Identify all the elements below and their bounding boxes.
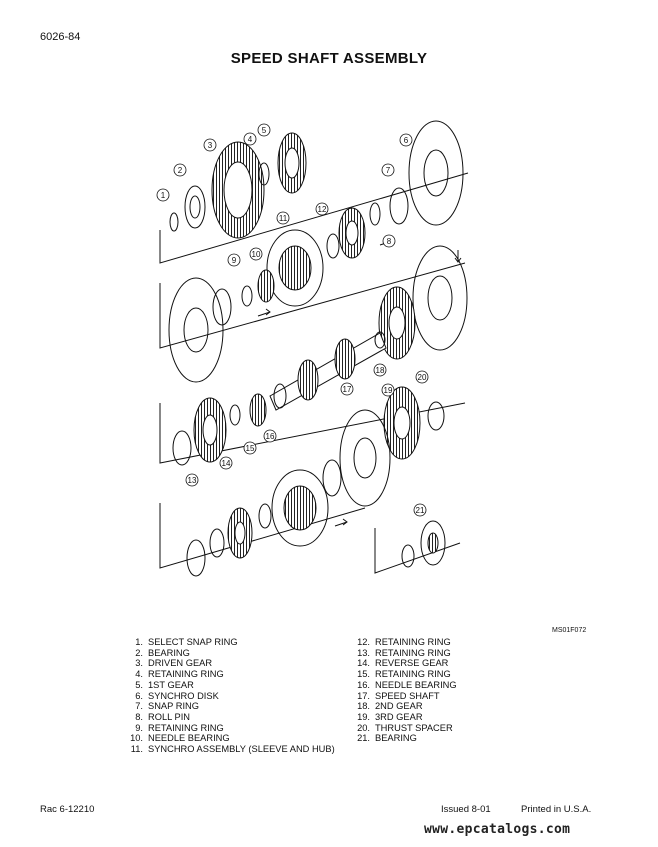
watermark: www.epcatalogs.com xyxy=(424,822,571,837)
callout-10: 10 xyxy=(251,250,261,259)
retaining-ring-15 xyxy=(230,405,240,425)
callout-14: 14 xyxy=(221,459,231,468)
callout-15: 15 xyxy=(245,444,255,453)
print-location: Printed in U.S.A. xyxy=(521,804,592,815)
issue-date: Issued 8-01 xyxy=(441,804,491,815)
bearing-2 xyxy=(185,186,205,228)
callout-3: 3 xyxy=(207,141,213,150)
legend-item: 7. SNAP RING xyxy=(135,701,199,712)
callout-1: 1 xyxy=(160,191,166,200)
callout-21: 21 xyxy=(415,506,425,515)
legend-item: 5. 1ST GEAR xyxy=(135,679,194,690)
figure-code: MS01F072 xyxy=(552,627,587,634)
roll-pin-8-c xyxy=(335,519,347,526)
callout-13: 13 xyxy=(187,476,197,485)
snap-ring-7-bottom xyxy=(187,540,205,576)
callout-5: 5 xyxy=(261,126,267,135)
callout-20: 20 xyxy=(417,373,427,382)
retaining-ring-4-bottom xyxy=(402,545,414,567)
callout-9: 9 xyxy=(231,256,237,265)
legend-item: 21. BEARING xyxy=(357,733,417,744)
callout-4: 4 xyxy=(247,135,253,144)
page-number: 6026-84 xyxy=(40,31,81,43)
retaining-ring-12-top xyxy=(370,203,380,225)
retaining-ring-13 xyxy=(173,431,191,465)
page-title: SPEED SHAFT ASSEMBLY xyxy=(230,50,428,67)
legend-item: 13. RETAINING RING xyxy=(357,647,451,658)
frame-mid xyxy=(160,263,465,348)
document-reference: Rac 6-12210 xyxy=(40,804,95,815)
legend-item: 8. ROLL PIN xyxy=(135,711,191,722)
legend-item: 11. SYNCHRO ASSEMBLY (SLEEVE AND HUB) xyxy=(130,744,335,755)
callout-7: 7 xyxy=(385,166,391,175)
legend-item: 17. SPEED SHAFT xyxy=(357,690,440,701)
legend-item: 4. RETAINING RING xyxy=(135,669,224,680)
legend-item: 6. SYNCHRO DISK xyxy=(135,690,219,701)
callout-16: 16 xyxy=(265,432,275,441)
parts-legend-left xyxy=(130,637,335,755)
legend-item: 10. NEEDLE BEARING xyxy=(130,733,230,744)
frame-lower-right xyxy=(375,528,460,573)
legend-item: 15. RETAINING RING xyxy=(357,669,451,680)
legend-item: 3. DRIVEN GEAR xyxy=(135,658,213,669)
legend-item: 14. REVERSE GEAR xyxy=(357,658,449,669)
synchro-disk-6-lower xyxy=(340,410,390,506)
legend-item: 12. RETAINING RING xyxy=(357,637,451,647)
thrust-spacer-20 xyxy=(428,402,444,430)
retaining-ring-12c xyxy=(210,529,224,557)
legend-item: 20. THRUST SPACER xyxy=(357,722,453,733)
synchro-disk-6-mid xyxy=(169,278,223,382)
snap-ring-7-lower xyxy=(323,460,341,496)
snap-ring-1 xyxy=(170,213,178,231)
legend-item: 9. RETAINING RING xyxy=(135,722,224,733)
retaining-ring-9 xyxy=(242,286,252,306)
parts-legend-right xyxy=(357,637,457,744)
callout-18: 18 xyxy=(375,366,385,375)
speed-shaft-17 xyxy=(270,333,386,410)
frame-lower-left xyxy=(160,503,365,568)
synchro-disk-6-top xyxy=(409,121,463,225)
legend-item: 2. BEARING xyxy=(135,647,190,658)
legend-item: 19. 3RD GEAR xyxy=(357,711,423,722)
needle-bearing-16 xyxy=(250,394,266,426)
legend-item: 1. SELECT SNAP RING xyxy=(135,637,238,647)
callout-8: 8 xyxy=(386,237,392,246)
exploded-assembly-diagram xyxy=(140,118,530,588)
needle-bearing-10 xyxy=(258,270,274,302)
retaining-ring-12b xyxy=(327,234,339,258)
callout-17: 17 xyxy=(342,385,352,394)
callout-12: 12 xyxy=(317,205,327,214)
callout-19: 19 xyxy=(383,386,393,395)
callout-2: 2 xyxy=(177,166,183,175)
roll-pin-8-b xyxy=(258,309,270,316)
retaining-ring-12-bottom xyxy=(259,504,271,528)
callout-11: 11 xyxy=(278,214,288,223)
legend-item: 16. NEEDLE BEARING xyxy=(357,679,457,690)
legend-item: 18. 2ND GEAR xyxy=(357,701,423,712)
callout-6: 6 xyxy=(403,136,409,145)
